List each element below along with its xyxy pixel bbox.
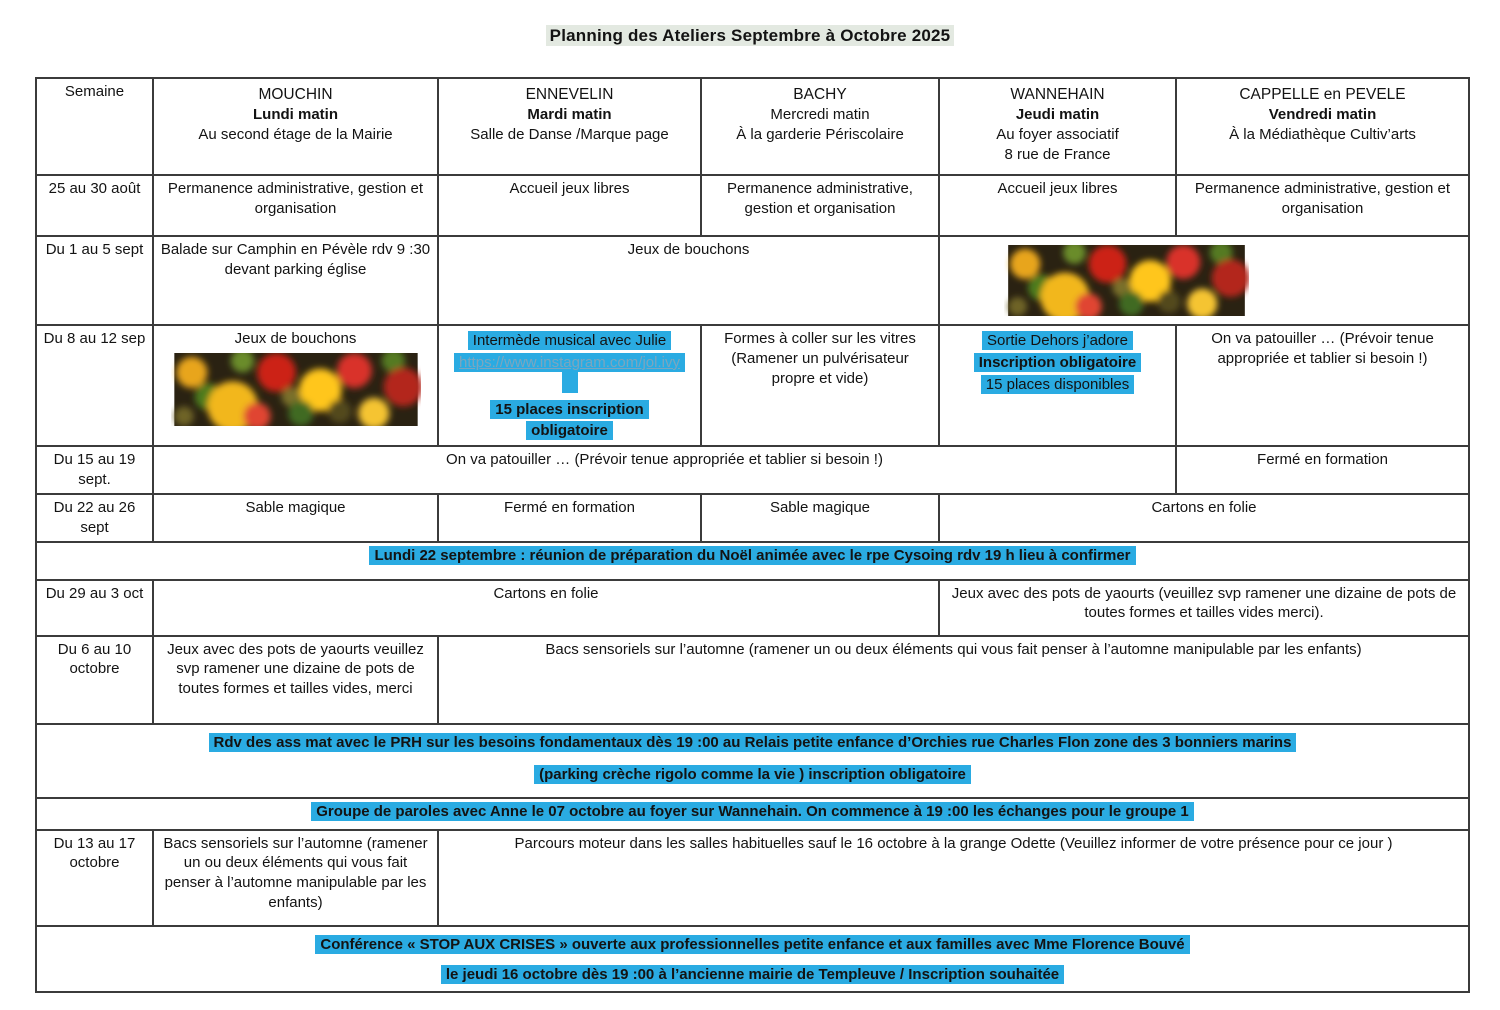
highlighted-note: 15 places disponibles — [981, 375, 1134, 394]
groupe-banner-cell — [36, 798, 1469, 830]
row-13-17-octobre — [36, 830, 1469, 926]
day-label: Lundi matin — [253, 106, 338, 124]
highlighted-announcement: Rdv des ass mat avec le PRH sur les besoins fondamentaux dès 19 :00 au Relais petite enfance d’Orchies rue Charles Flon zone des 3 bonniers marins — [209, 733, 1297, 752]
cell-aout-wannehain: Accueil jeux libres — [939, 175, 1176, 236]
cell-aout-mouchin: Permanence administrative, gestion et organisation — [153, 175, 438, 236]
reunion-banner-cell — [36, 542, 1469, 580]
cell-oct13-merged: Parcours moteur dans les salles habituelles sauf le 16 octobre à la grange Odette (Veuillez informer de votre présence pour ce jour ) — [438, 830, 1469, 926]
header-row — [36, 78, 1469, 175]
place-address: 8 rue de France — [1004, 146, 1111, 164]
week-cell: Du 8 au 12 sep — [36, 325, 153, 446]
conference-banner-cell — [36, 926, 1469, 992]
highlighted-announcement: (parking crèche rigolo comme la vie ) inscription obligatoire — [534, 765, 971, 784]
highlighted-announcement: Lundi 22 septembre : réunion de préparation du Noël animée avec le rpe Cysoing rdv 19 h lieu à confirmer — [369, 546, 1135, 565]
place-label: Salle de Danse /Marque page — [470, 126, 669, 144]
week-cell: Du 13 au 17 octobre — [36, 830, 153, 926]
cell-sept1-mouchin: Balade sur Camphin en Pévèle rdv 9 :30 devant parking église — [153, 236, 438, 325]
town-name: WANNEHAIN — [1010, 86, 1105, 103]
cell-sept8-mouchin — [153, 325, 438, 446]
row-1-5-sept — [36, 236, 1469, 325]
cell-sept29-merged-right: Jeux avec des pots de yaourts (veuillez svp ramener une dizaine de pots de toutes formes et tailles vides merci). — [939, 580, 1469, 636]
cell-sept8-bachy: Formes à coller sur les vitres (Ramener un pulvérisateur propre et vide) — [701, 325, 939, 446]
cell-aout-cappelle: Permanence administrative, gestion et organisation — [1176, 175, 1469, 236]
day-label: Jeudi matin — [1015, 106, 1100, 124]
instagram-link[interactable]: https://www.instagram.com/jol.ivy — [454, 353, 685, 372]
header-wannehain — [939, 78, 1176, 175]
week-cell: Du 15 au 19 sept. — [36, 446, 153, 494]
cell-sept22-merged: Cartons en folie — [939, 494, 1469, 542]
planning-table — [35, 77, 1470, 993]
cell-oct6-mouchin: Jeux avec des pots de yaourts veuillez svp ramener une dizaine de pots de toutes formes et tailles vides, merci — [153, 636, 438, 724]
row-6-10-octobre — [36, 636, 1469, 724]
cell-aout-bachy: Permanence administrative, gestion et organisation — [701, 175, 939, 236]
town-name: CAPPELLE en PEVELE — [1239, 86, 1406, 103]
cell-aout-ennevelin: Accueil jeux libres — [438, 175, 701, 236]
cell-sept29-merged-left: Cartons en folie — [153, 580, 939, 636]
page-title — [0, 26, 1500, 46]
row-8-12-sep — [36, 325, 1469, 446]
cell-oct6-merged: Bacs sensoriels sur l’automne (ramener un ou deux éléments qui vous fait penser à l’automne manipulable par les enfants) — [438, 636, 1469, 724]
highlighted-announcement: Conférence « STOP AUX CRISES » ouverte aux professionnelles petite enfance et aux familles avec Mme Florence Bouvé — [315, 935, 1189, 954]
cell-sept8-cappelle: On va patouiller … (Prévoir tenue appropriée et tablier si besoin !) — [1176, 325, 1469, 446]
header-cappelle — [1176, 78, 1469, 175]
town-name: ENNEVELIN — [525, 86, 614, 103]
day-label: Vendredi matin — [1268, 106, 1377, 124]
week-cell: Du 6 au 10 octobre — [36, 636, 153, 724]
activity-label: Jeux de bouchons — [234, 330, 357, 347]
cell-sept15-cappelle: Fermé en formation — [1176, 446, 1469, 494]
highlighted-announcement: le jeudi 16 octobre dès 19 :00 à l’ancienne mairie de Templeuve / Inscription souhaitée — [441, 965, 1064, 984]
place-label: Au second étage de la Mairie — [198, 126, 393, 144]
highlighted-note: Inscription obligatoire — [974, 353, 1142, 372]
cell-sept22-ennevelin: Fermé en formation — [438, 494, 701, 542]
week-cell: Du 22 au 26 sept — [36, 494, 153, 542]
header-bachy — [701, 78, 939, 175]
row-22-26-sept — [36, 494, 1469, 542]
place-label: À la Médiathèque Cultiv’arts — [1229, 126, 1416, 144]
day-label: Mercredi matin — [770, 106, 870, 124]
week-cell: Du 1 au 5 sept — [36, 236, 153, 325]
row-conference-banner — [36, 926, 1469, 992]
row-reunion-banner — [36, 542, 1469, 580]
cell-sept8-ennevelin — [438, 325, 701, 446]
cell-oct13-mouchin: Bacs sensoriels sur l’automne (ramener un ou deux éléments qui vous fait penser à l’automne manipulable par les enfants) — [153, 830, 438, 926]
row-25-30-aout — [36, 175, 1469, 236]
page-title-text: Planning des Ateliers Septembre à Octobre 2025 — [546, 25, 955, 46]
week-cell: Du 29 au 3 oct — [36, 580, 153, 636]
row-rdv-banner — [36, 724, 1469, 798]
highlighted-activity: Intermède musical avec Julie — [468, 331, 671, 350]
row-29-3-oct — [36, 580, 1469, 636]
bottle-caps-photo — [1004, 245, 1249, 316]
row-15-19-sept — [36, 446, 1469, 494]
header-ennevelin — [438, 78, 701, 175]
cell-sept22-bachy: Sable magique — [701, 494, 939, 542]
highlighted-note: 15 places inscription obligatoire — [490, 400, 648, 441]
cell-sept15-merged: On va patouiller … (Prévoir tenue appropriée et tablier si besoin !) — [153, 446, 1176, 494]
header-week: Semaine — [36, 78, 153, 175]
bottle-caps-photo — [171, 353, 421, 426]
cell-sept22-mouchin: Sable magique — [153, 494, 438, 542]
cell-sept1-merged: Jeux de bouchons — [438, 236, 939, 325]
cell-sept1-photo — [939, 236, 1469, 325]
day-label: Mardi matin — [527, 106, 612, 124]
town-name: MOUCHIN — [258, 86, 333, 103]
cell-sept8-wannehain — [939, 325, 1176, 446]
place-label: Au foyer associatif — [996, 126, 1119, 144]
highlighted-announcement: Groupe de paroles avec Anne le 07 octobre au foyer sur Wannehain. On commence à 19 :00 les échanges pour le groupe 1 — [311, 802, 1194, 821]
town-name: BACHY — [793, 86, 847, 103]
place-label: À la garderie Périscolaire — [736, 126, 904, 144]
highlight-connector — [562, 371, 578, 393]
week-cell: 25 au 30 août — [36, 175, 153, 236]
highlighted-activity: Sortie Dehors j’adore — [982, 331, 1133, 350]
header-mouchin — [153, 78, 438, 175]
rdv-banner-cell — [36, 724, 1469, 798]
row-groupe-banner — [36, 798, 1469, 830]
